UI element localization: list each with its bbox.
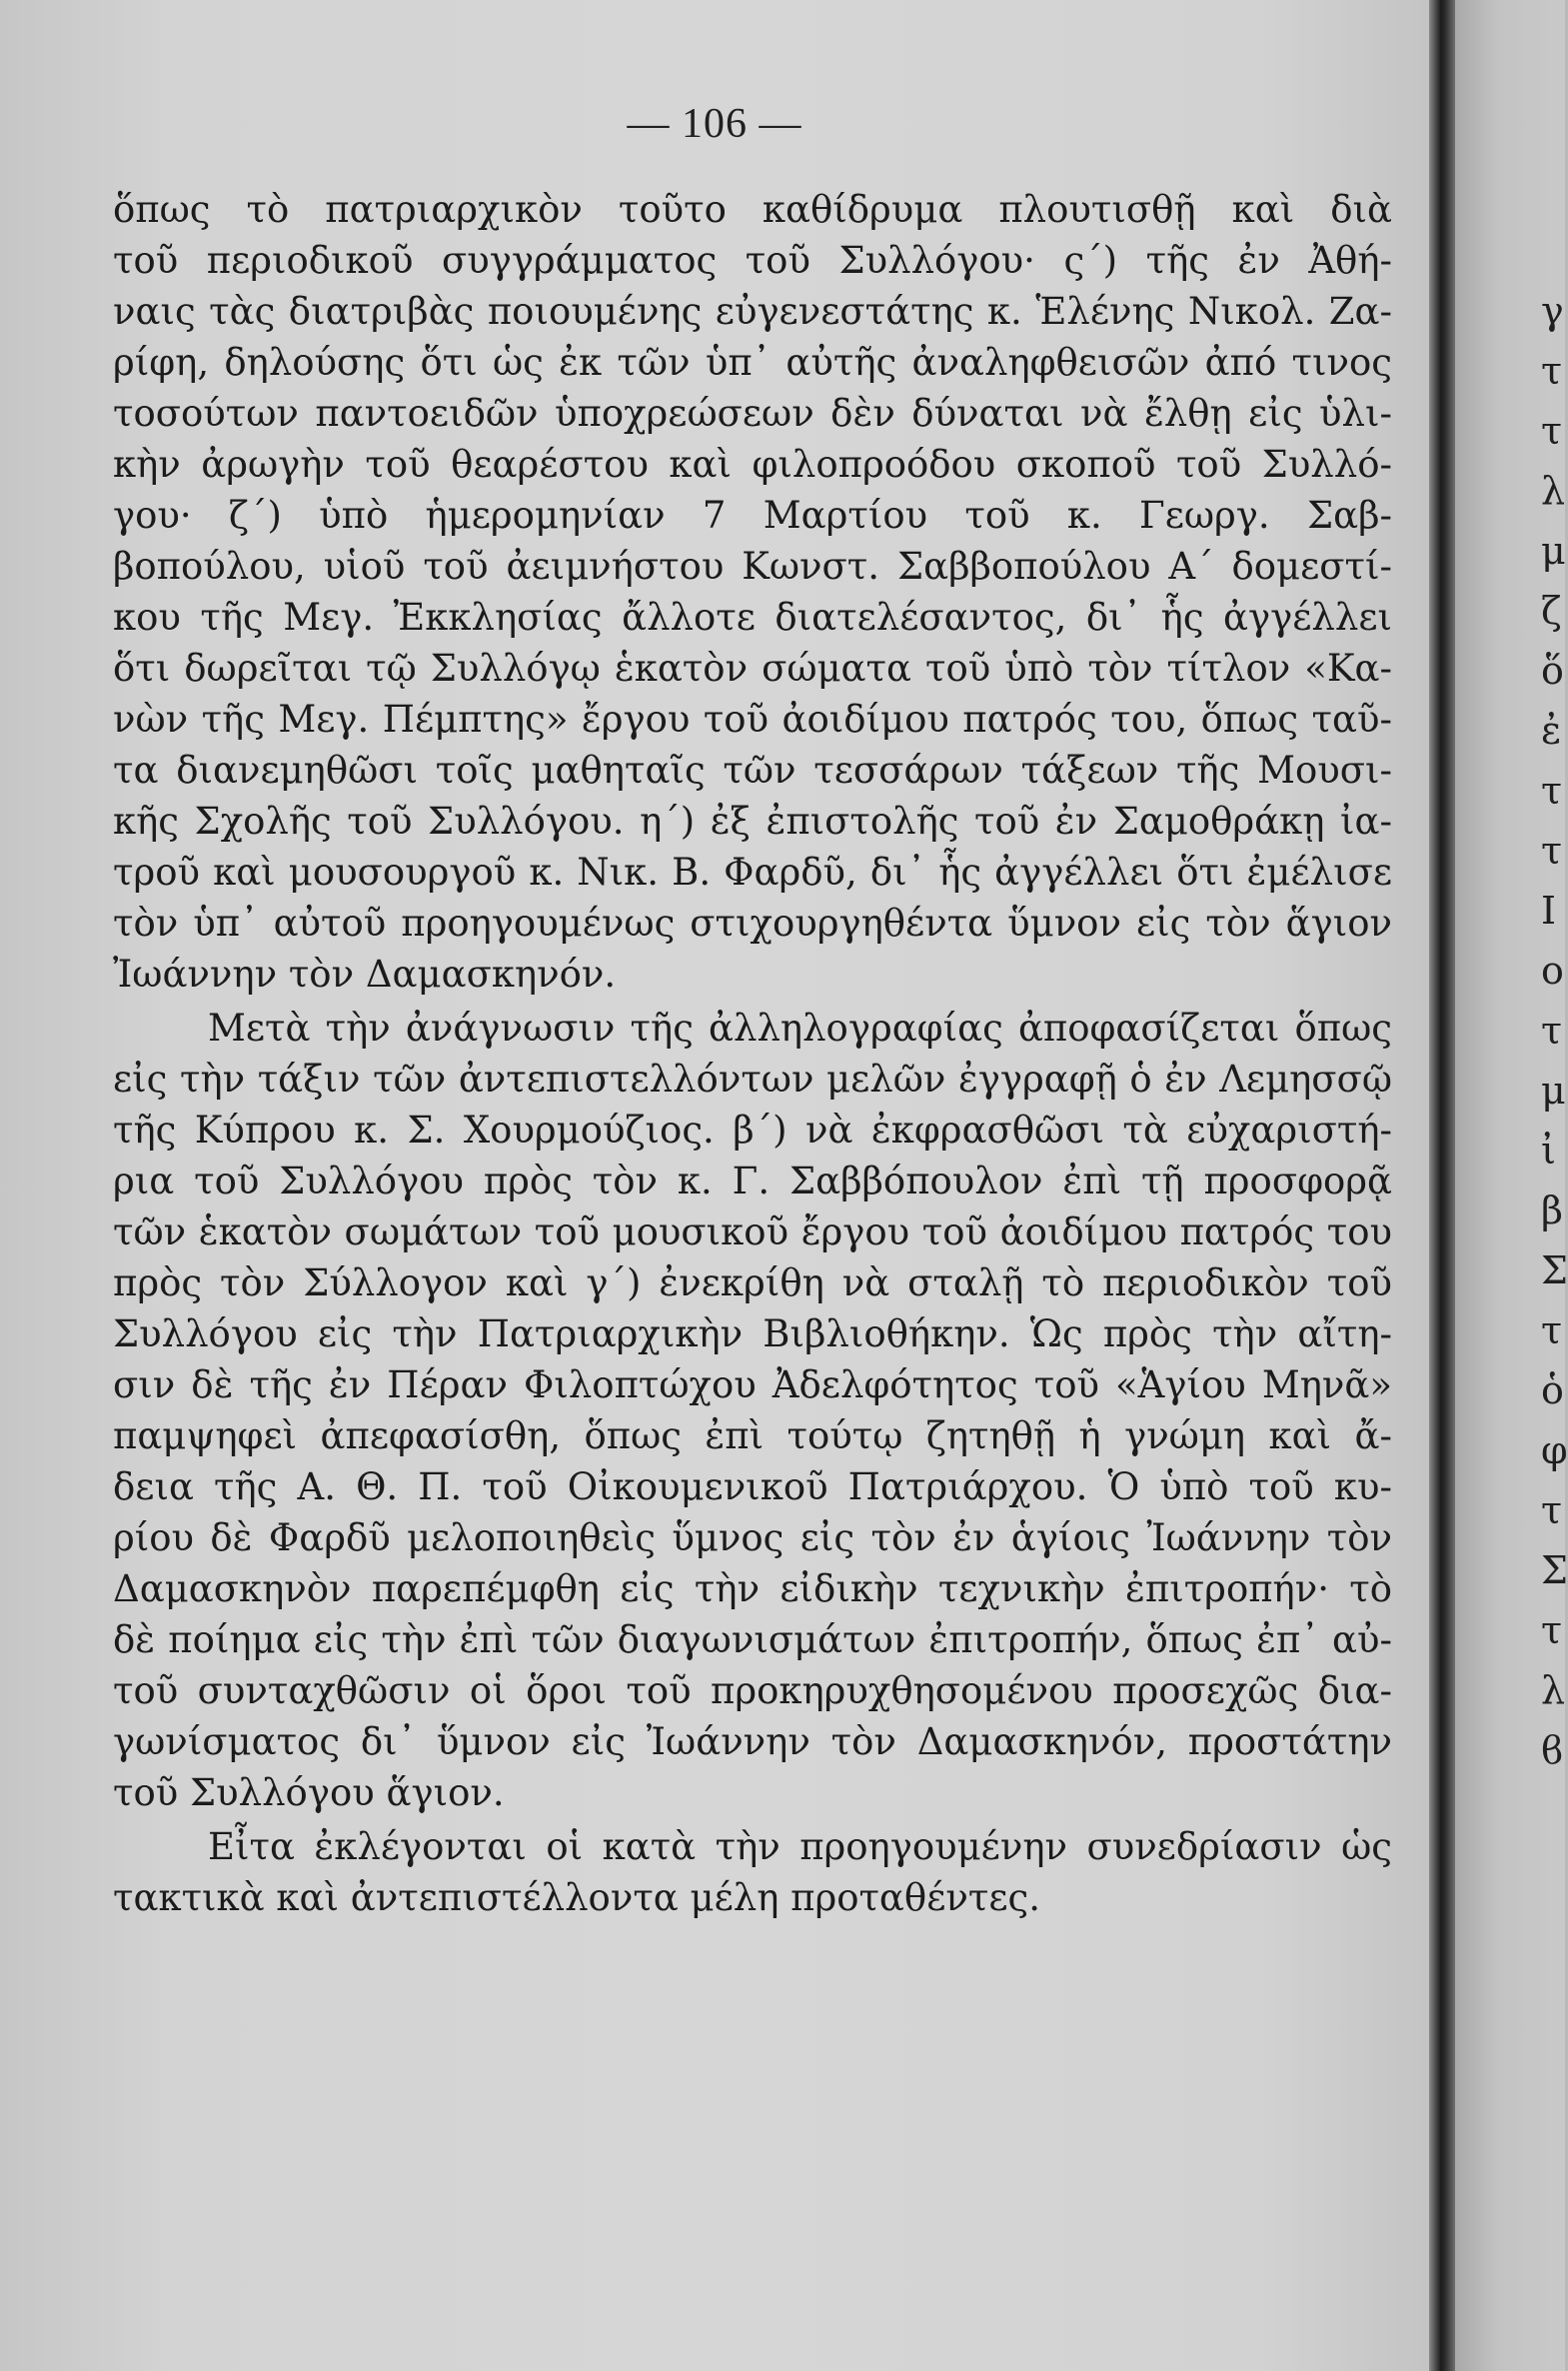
text-line: τα διανεμηθῶσι τοῖς μαθηταῖς τῶν τεσσάρων τάξεων τῆς Μουσι- bbox=[113, 749, 1392, 792]
adjacent-page-fragment: μ bbox=[1541, 529, 1566, 573]
adjacent-page-fragment: τ bbox=[1541, 1608, 1563, 1652]
text-line: τοῦ περιοδικοῦ συγγράμματος τοῦ Συλλόγου· ς΄) τῆς ἐν Ἀθή- bbox=[113, 239, 1392, 282]
adjacent-page-fragment: τ bbox=[1541, 769, 1563, 813]
adjacent-page-fragment: τ bbox=[1541, 1009, 1563, 1053]
book-gutter bbox=[1429, 0, 1455, 2371]
adjacent-page-fragment: Ι bbox=[1541, 889, 1557, 933]
text-line: τοῦ συνταχθῶσιν οἱ ὅροι τοῦ προκηρυχθησομένου προσεχῶς δια- bbox=[113, 1669, 1392, 1712]
adjacent-page-edge bbox=[1455, 0, 1568, 2371]
text-line: Συλλόγου εἰς τὴν Πατριαρχικὴν Βιβλιοθήκην. Ὡς πρὸς τὴν αἴτη- bbox=[113, 1312, 1392, 1355]
text-line: ρια τοῦ Συλλόγου πρὸς τὸν κ. Γ. Σαββόπουλον ἐπὶ τῇ προσφορᾷ bbox=[113, 1160, 1392, 1202]
text-line: πρὸς τὸν Σύλλογον καὶ γ΄) ἐνεκρίθη νὰ σταλῇ τὸ περιοδικὸν τοῦ bbox=[113, 1261, 1392, 1304]
text-line: τροῦ καὶ μουσουργοῦ κ. Νικ. Β. Φαρδῦ, δι᾽ ἧς ἀγγέλλει ὅτι ἐμέλισε bbox=[113, 851, 1392, 894]
adjacent-page-fragment: Σ bbox=[1541, 1248, 1568, 1292]
text-line: Δαμασκηνὸν παρεπέμφθη εἰς τὴν εἰδικὴν τεχνικὴν ἐπιτροπήν· τὸ bbox=[113, 1567, 1392, 1610]
adjacent-page-fragment: τ bbox=[1541, 1488, 1563, 1532]
text-line: κὴν ἀρωγὴν τοῦ θεαρέστου καὶ φιλοπροόδου σκοποῦ τοῦ Συλλό- bbox=[113, 443, 1392, 486]
adjacent-page-fragment: μ bbox=[1541, 1069, 1566, 1113]
text-line: κου τῆς Μεγ. Ἐκκλησίας ἄλλοτε διατελέσαντος, δι᾽ ἧς ἀγγέλλει bbox=[113, 596, 1392, 639]
adjacent-page-fragment: τ bbox=[1541, 829, 1563, 873]
adjacent-page-fragment: τ bbox=[1541, 409, 1563, 453]
adjacent-page-fragment: ἐ bbox=[1541, 709, 1562, 753]
adjacent-page-fragment: λ bbox=[1541, 1668, 1566, 1712]
text-line: δὲ ποίημα εἰς τὴν ἐπὶ τῶν διαγωνισμάτων ἐπιτροπήν, ὅπως ἐπ᾽ αὐ- bbox=[113, 1618, 1392, 1661]
text-line: τὸν ὑπ᾽ αὐτοῦ προηγουμένως στιχουργηθέντα ὕμνον εἰς τὸν ἅγιον bbox=[113, 902, 1392, 945]
text-line: γωνίσματος δι᾽ ὕμνον εἰς Ἰωάννην τὸν Δαμασκηνόν, προστάτην bbox=[113, 1720, 1392, 1763]
text-line: γου· ζ΄) ὑπὸ ἡμερομηνίαν 7 Μαρτίου τοῦ κ. Γεωργ. Σαβ- bbox=[113, 494, 1392, 537]
adjacent-page-fragment: β bbox=[1541, 1188, 1563, 1232]
text-line: τοῦ Συλλόγου ἅγιον. bbox=[113, 1771, 505, 1814]
adjacent-page-fragment: τ bbox=[1541, 349, 1563, 393]
adjacent-page-fragment: τ bbox=[1541, 1308, 1563, 1352]
adjacent-page-fragment: Σ bbox=[1541, 1548, 1568, 1592]
body-text bbox=[113, 184, 1392, 1923]
text-line: παμψηφεὶ ἀπεφασίσθη, ὅπως ἐπὶ τούτῳ ζητηθῇ ἡ γνώμη καὶ ἄ- bbox=[113, 1414, 1392, 1457]
text-line: νὼν τῆς Μεγ. Πέμπτης» ἔργου τοῦ ἀοιδίμου πατρός του, ὅπως ταῦ- bbox=[113, 698, 1392, 741]
text-line: κῆς Σχολῆς τοῦ Συλλόγου. η΄) ἐξ ἐπιστολῆς τοῦ ἐν Σαμοθράκῃ ἰα- bbox=[113, 800, 1392, 843]
text-line: σιν δὲ τῆς ἐν Πέραν Φιλοπτώχου Ἀδελφότητος τοῦ «Ἁγίου Μηνᾶ» bbox=[113, 1363, 1392, 1406]
text-line: ὅπως τὸ πατριαρχικὸν τοῦτο καθίδρυμα πλουτισθῇ καὶ διὰ bbox=[113, 188, 1392, 231]
paragraph-start-line: Εἶτα ἐκλέγονται οἱ κατὰ τὴν προηγουμένην συνεδρίασιν ὡς bbox=[208, 1825, 1392, 1868]
adjacent-page-fragment: φ bbox=[1541, 1428, 1568, 1472]
text-line: τοσούτων παντοειδῶν ὑποχρεώσεων δὲν δύναται νὰ ἔλθῃ εἰς ὑλι- bbox=[113, 392, 1392, 435]
text-line: ρίου δὲ Φαρδῦ μελοποιηθεὶς ὕμνος εἰς τὸν ἐν ἁγίοις Ἰωάννην τὸν bbox=[113, 1516, 1392, 1559]
text-line: ὅτι δωρεῖται τῷ Συλλόγῳ ἑκατὸν σώματα τοῦ ὑπὸ τὸν τίτλον «Κα- bbox=[113, 647, 1392, 690]
adjacent-page-fragment: λ bbox=[1541, 469, 1566, 513]
text-line: ρίφη, δηλούσης ὅτι ὡς ἐκ τῶν ὑπ᾽ αὐτῆς ἀναληφθεισῶν ἀπό τινος bbox=[113, 341, 1392, 384]
text-line: ναις τὰς διατριβὰς ποιουμένης εὐγενεστάτης κ. Ἑλένης Νικολ. Ζα- bbox=[113, 290, 1392, 333]
paragraph-start-line: Μετὰ τὴν ἀνάγνωσιν τῆς ἀλληλογραφίας ἀποφασίζεται ὅπως bbox=[208, 1007, 1392, 1050]
text-line: Ἰωάννην τὸν Δαμασκηνόν. bbox=[113, 953, 617, 996]
text-line: δεια τῆς Α. Θ. Π. τοῦ Οἰκουμενικοῦ Πατριάρχου. Ὁ ὑπὸ τοῦ κυ- bbox=[113, 1465, 1392, 1508]
adjacent-page-fragment: γ bbox=[1541, 289, 1564, 333]
adjacent-page-fragment: ὁ bbox=[1541, 1368, 1564, 1412]
page-number: — 106 — bbox=[627, 101, 802, 147]
adjacent-page-fragment: ὅ bbox=[1541, 649, 1564, 693]
adjacent-page-fragment: ο bbox=[1541, 949, 1564, 993]
text-line: τῶν ἑκατὸν σωμάτων τοῦ μουσικοῦ ἔργου τοῦ ἀοιδίμου πατρός του bbox=[113, 1210, 1392, 1253]
text-line: βοπούλου, υἱοῦ τοῦ ἀειμνήστου Κωνστ. Σαββοπούλου Α΄ δομεστί- bbox=[113, 545, 1392, 588]
text-line: εἰς τὴν τάξιν τῶν ἀντεπιστελλόντων μελῶν ἐγγραφῇ ὁ ἐν Λεμησσῷ bbox=[113, 1058, 1392, 1101]
text-line: τακτικὰ καὶ ἀντεπιστέλλοντα μέλη προταθέντες. bbox=[113, 1876, 1040, 1919]
text-line: τῆς Κύπρου κ. Σ. Χουρμούζιος. β΄) νὰ ἐκφρασθῶσι τὰ εὐχαριστή- bbox=[113, 1109, 1392, 1152]
adjacent-page-fragment: ἰ bbox=[1541, 1129, 1556, 1173]
adjacent-page-fragment: ζ bbox=[1541, 589, 1562, 633]
adjacent-page-fragment: ϐ bbox=[1541, 1728, 1564, 1772]
